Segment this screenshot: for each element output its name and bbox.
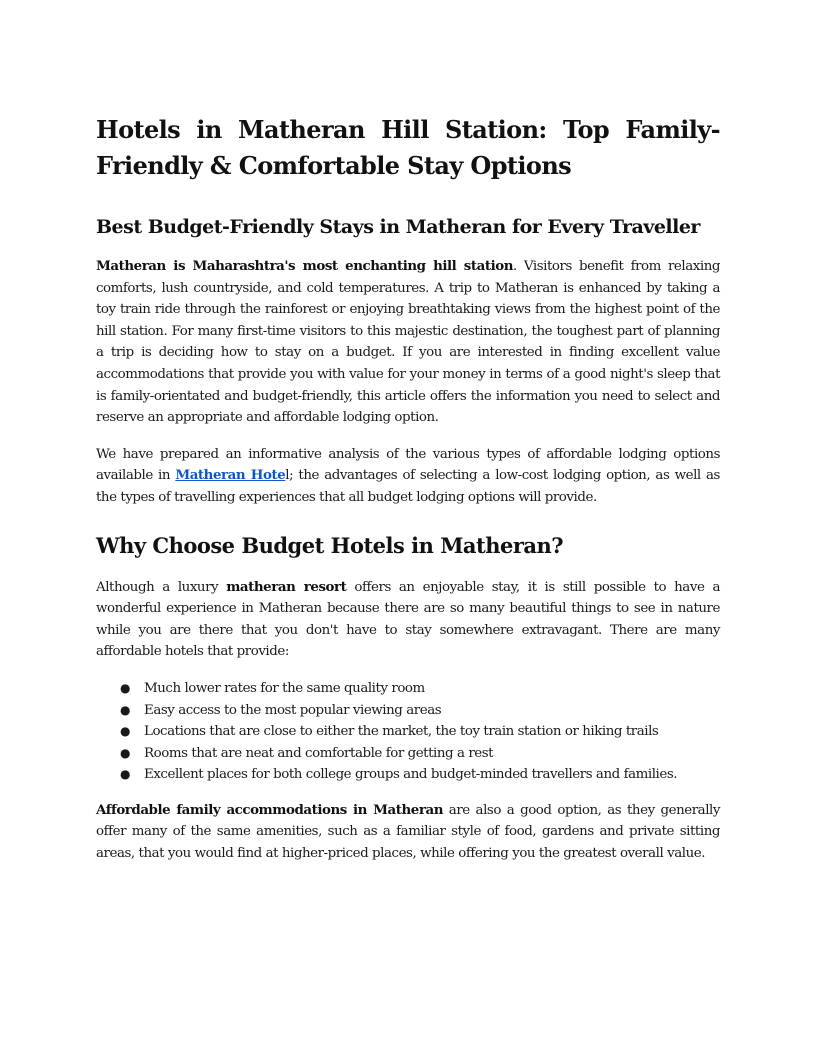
- family-lead-bold: Affordable family accommodations in Matheran: [96, 801, 443, 818]
- intro-text: . Visitors benefit from relaxing comforts, lush countryside, and cold temperatures. A trip to Matheran is enhanced by taking a toy train ride through the rainforest or enjoying breathtaking views from the highest point of the hill station. For many first-time visitors to this majestic destination, the toughest part of planning a trip is deciding how to stay on a budget. If you are interested in finding excellent value accommodations that provide you with value for your money in terms of a good night's sleep that is family-orientated and budget-friendly, this article offers the information you need to select and reserve an appropriate and affordable lodging option.: [96, 259, 721, 426]
- matheran-hotel-link[interactable]: Matheran Hote: [175, 467, 286, 484]
- list-item: [120, 764, 720, 786]
- section-heading: Why Choose Budget Hotels in Matheran?: [96, 532, 564, 558]
- resort-text-after-bold: offers an enjoyable stay, it is still possible to have a wonderful experience in Matheran because there are so many beautiful things to see in nature while you are there that you don't have to stay somewhere extravagant. There are many affordable hotels that provide:: [96, 579, 720, 660]
- family-text: are also a good option, as they generally offer many of the same amenities, such as a familiar style of food, gardens and private sitting areas, that you would find at higher-priced places, while offering you the greatest overall value.: [96, 802, 720, 862]
- resort-bold: matheran resort: [226, 578, 347, 595]
- page-title: Hotels in Matheran Hill Station: Top Family-Friendly & Comfortable Stay Options: [96, 115, 720, 180]
- analysis-text-after-link: l; the advantages of selecting a low-cost lodging option, as well as the types of travelling experiences that all budget lodging options will provide.: [96, 468, 720, 505]
- intro-lead-bold: Matheran is Maharashtra's most enchanting hill station: [96, 258, 513, 274]
- list-item: [120, 743, 720, 765]
- analysis-paragraph: [96, 444, 720, 509]
- bullet-icon: ●: [120, 702, 131, 717]
- bullet-icon: ●: [120, 767, 131, 782]
- list-item-text: Excellent places for both college groups and budget-minded travellers and families.: [144, 767, 678, 783]
- list-item-text: Much lower rates for the same quality room: [144, 680, 425, 696]
- list-item-text: Easy access to the most popular viewing areas: [144, 702, 442, 718]
- list-item-text: Rooms that are neat and comfortable for getting a rest: [144, 745, 494, 761]
- bullet-icon: ●: [120, 680, 131, 695]
- list-item: [120, 678, 720, 700]
- document-page: [96, 112, 720, 865]
- resort-paragraph: [96, 577, 720, 663]
- bullet-icon: ●: [120, 724, 131, 739]
- subtitle-heading: Best Budget-Friendly Stays in Matheran for Every Traveller: [96, 216, 700, 238]
- intro-paragraph: [96, 256, 720, 429]
- family-accommodation-paragraph: [96, 800, 720, 865]
- analysis-text-before-link: We have prepared an informative analysis of the various types of affordable lodging options available in: [96, 446, 720, 484]
- list-item-text: Locations that are close to either the market, the toy train station or hiking trails: [144, 724, 659, 740]
- bullet-icon: ●: [120, 745, 131, 760]
- list-item: [120, 721, 720, 743]
- list-item: [120, 700, 720, 722]
- resort-text-before-bold: Although a luxury: [96, 579, 227, 595]
- benefits-list: [96, 678, 720, 786]
